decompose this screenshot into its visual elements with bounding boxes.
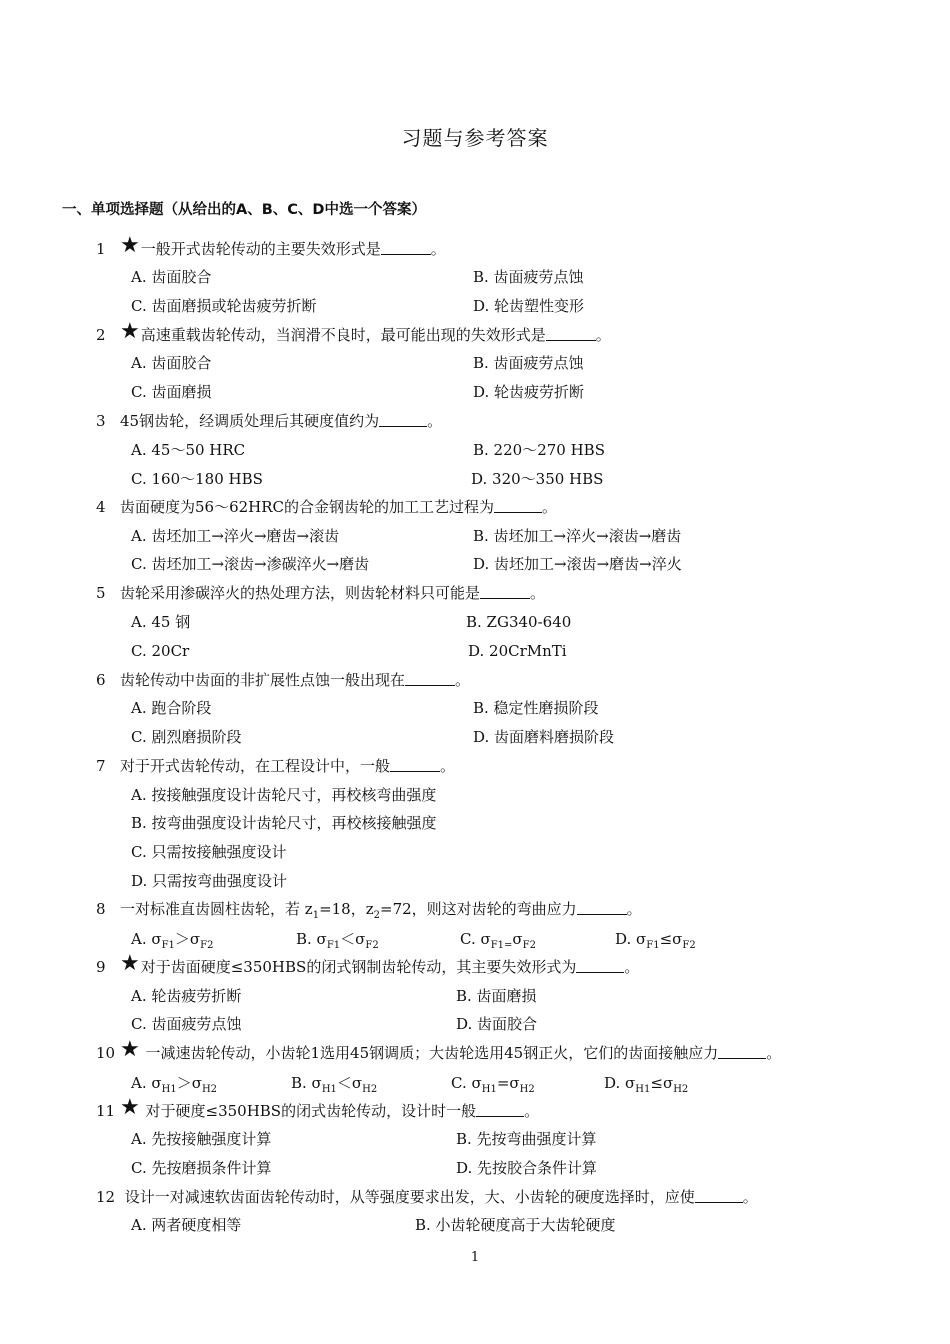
question-8: 8 一对标准直齿圆柱齿轮，若 $z_1=18$，$z_2=72$，则这对齿轮的弯曲应力 。 xyxy=(96,896,642,922)
question-4: 4 齿面硬度为56～62HRC的合金钢齿轮的加工工艺过程为 。 xyxy=(96,494,557,520)
option-b: B. ZG340-640 xyxy=(466,613,572,631)
question-number: 4 xyxy=(96,498,106,516)
option-a: A. 跑合阶段 xyxy=(131,699,212,717)
question-text: 齿轮传动中齿面的非扩展性点蚀一般出现在 xyxy=(120,671,406,689)
option-d: D. 齿面胶合 xyxy=(456,1015,538,1033)
question-number: 10 xyxy=(96,1044,116,1062)
option-b: B. 齿面磨损 xyxy=(456,987,537,1005)
answer-blank xyxy=(480,582,530,599)
option-a: A. 45～50 HRC xyxy=(131,441,246,459)
option-a: A. 按接触强度设计齿轮尺寸，再校核弯曲强度 xyxy=(131,786,437,804)
option-d: D. 320～350 HBS xyxy=(471,470,604,488)
option-b: B. 按弯曲强度设计齿轮尺寸，再校核接触强度 xyxy=(131,814,437,832)
answer-blank xyxy=(476,1100,524,1117)
option-a: A. 齿面胶合 xyxy=(131,354,212,372)
question-7: 7 对于开式齿轮传动，在工程设计中，一般 。 xyxy=(96,753,455,779)
option-a: A. 两者硬度相等 xyxy=(131,1216,242,1234)
option-c: C. 齿面磨损 xyxy=(131,383,212,401)
question-number: 12 xyxy=(96,1188,116,1206)
question-10: 10 ★ 一减速齿轮传动，小齿轮1选用45钢调质；大齿轮选用45钢正火，它们的齿面接触应力 。 xyxy=(96,1040,781,1066)
star-icon: ★ xyxy=(120,1095,140,1120)
option-b: B. 稳定性磨损阶段 xyxy=(473,699,599,717)
question-1: 1 ★一般开式齿轮传动的主要失效形式是 。 xyxy=(96,236,446,262)
question-number: 9 xyxy=(96,958,106,976)
answer-blank xyxy=(546,324,596,341)
question-12: 12 设计一对减速软齿面齿轮传动时，从等强度要求出发，大、小齿轮的硬度选择时，应使 。 xyxy=(96,1184,758,1210)
page-title: 习题与参考答案 xyxy=(401,126,549,150)
question-text: 一般开式齿轮传动的主要失效形式是 xyxy=(140,240,381,258)
question-number: 11 xyxy=(96,1102,116,1120)
section-heading: 一、单项选择题（从给出的A、B、C、D中选一个答案） xyxy=(62,202,426,218)
star-icon: ★ xyxy=(120,951,140,976)
option-a: A. 先按接触强度计算 xyxy=(131,1130,272,1148)
answer-blank xyxy=(695,1186,743,1203)
option-a: A. 轮齿疲劳折断 xyxy=(131,987,242,1005)
option-c: C. 剧烈磨损阶段 xyxy=(131,728,242,746)
star-icon: ★ xyxy=(120,233,140,258)
option-b: B. 小齿轮硬度高于大齿轮硬度 xyxy=(415,1216,616,1234)
answer-blank xyxy=(718,1042,766,1059)
question-number: 1 xyxy=(96,240,106,258)
star-icon: ★ xyxy=(120,1037,140,1062)
option-c: C. 20Cr xyxy=(131,642,190,660)
option-c: C. 齿面疲劳点蚀 xyxy=(131,1015,242,1033)
option-c: C. $\sigma_{H1}=\sigma_{H2}$ xyxy=(451,1074,535,1095)
question-text: 齿轮采用渗碳淬火的热处理方法，则齿轮材料只可能是 xyxy=(120,584,481,602)
answer-blank xyxy=(379,410,427,427)
option-d: D. $\sigma_{H1}\le\sigma_{H2}$ xyxy=(604,1074,689,1095)
option-c: C. 只需按接触强度设计 xyxy=(131,843,287,861)
option-c: C. 160～180 HBS xyxy=(131,470,263,488)
question-number: 2 xyxy=(96,326,106,344)
question-2: 2 ★高速重载齿轮传动，当润滑不良时，最可能出现的失效形式是 。 xyxy=(96,322,611,348)
option-a: A. 45 钢 xyxy=(131,613,191,631)
question-11: 11 ★ 对于硬度≤350HBS的闭式齿轮传动，设计时一般 。 xyxy=(96,1098,539,1124)
question-text: 齿面硬度为56～62HRC的合金钢齿轮的加工工艺过程为 xyxy=(120,498,495,516)
option-c: C. $\sigma_{F1=}\sigma_{F2}$ xyxy=(460,930,536,951)
answer-blank xyxy=(405,669,455,686)
question-number: 5 xyxy=(96,584,106,602)
star-icon: ★ xyxy=(120,319,140,344)
option-b: B. 齿面疲劳点蚀 xyxy=(473,268,584,286)
question-text: 设计一对减速软齿面齿轮传动时，从等强度要求出发，大、小齿轮的硬度选择时，应使 xyxy=(120,1188,695,1206)
option-d: D. 轮齿疲劳折断 xyxy=(473,383,585,401)
question-5: 5 齿轮采用渗碳淬火的热处理方法，则齿轮材料只可能是 。 xyxy=(96,580,545,606)
option-b: B. 齿坯加工→淬火→滚齿→磨齿 xyxy=(473,527,682,545)
option-a: A. $\sigma_{F1}>\sigma_{F2}$ xyxy=(131,930,214,951)
question-text: 高速重载齿轮传动，当润滑不良时，最可能出现的失效形式是 xyxy=(140,326,546,344)
question-6: 6 齿轮传动中齿面的非扩展性点蚀一般出现在 。 xyxy=(96,667,470,693)
question-9: 9 ★对于齿面硬度≤350HBS的闭式钢制齿轮传动，其主要失效形式为 。 xyxy=(96,954,639,980)
answer-blank xyxy=(381,238,431,255)
page-number: 1 xyxy=(470,1250,480,1265)
question-text: 一减速齿轮传动，小齿轮1选用45钢调质；大齿轮选用45钢正火，它们的齿面接触应力 xyxy=(140,1044,719,1062)
option-a: A. 齿坯加工→淬火→磨齿→滚齿 xyxy=(131,527,340,545)
question-number: 8 xyxy=(96,900,106,918)
option-d: D. $\sigma_{F1}\le\sigma_{F2}$ xyxy=(615,930,696,951)
question-text: 对于开式齿轮传动，在工程设计中，一般 xyxy=(120,757,391,775)
option-a: A. $\sigma_{H1}>\sigma_{H2}$ xyxy=(131,1074,218,1095)
answer-blank xyxy=(577,898,627,915)
question-number: 3 xyxy=(96,412,106,430)
answer-blank xyxy=(390,755,440,772)
answer-blank xyxy=(576,956,624,973)
question-number: 7 xyxy=(96,757,106,775)
answer-blank xyxy=(494,496,542,513)
option-b: B. $\sigma_{F1}<\sigma_{F2}$ xyxy=(296,930,379,951)
question-number: 6 xyxy=(96,671,106,689)
option-b: B. 先按弯曲强度计算 xyxy=(456,1130,597,1148)
option-c: C. 齿面磨损或轮齿疲劳折断 xyxy=(131,297,317,315)
option-a: A. 齿面胶合 xyxy=(131,268,212,286)
question-text: 对于硬度≤350HBS的闭式齿轮传动，设计时一般 xyxy=(140,1102,477,1120)
option-d: D. 先按胶合条件计算 xyxy=(456,1159,598,1177)
option-b: B. $\sigma_{H1}<\sigma_{H2}$ xyxy=(291,1074,378,1095)
option-b: B. 220～270 HBS xyxy=(473,441,605,459)
option-d: D. 20CrMnTi xyxy=(468,642,567,660)
option-d: D. 齿坯加工→滚齿→磨齿→淬火 xyxy=(473,555,682,573)
option-d: D. 只需按弯曲强度设计 xyxy=(131,872,288,890)
option-c: C. 齿坯加工→滚齿→渗碳淬火→磨齿 xyxy=(131,555,370,573)
question-text: 对于齿面硬度≤350HBS的闭式钢制齿轮传动，其主要失效形式为 xyxy=(140,958,577,976)
question-text: 45钢齿轮，经调质处理后其硬度值约为 xyxy=(120,412,380,430)
option-d: D. 轮齿塑性变形 xyxy=(473,297,585,315)
option-d: D. 齿面磨料磨损阶段 xyxy=(473,728,615,746)
option-c: C. 先按磨损条件计算 xyxy=(131,1159,272,1177)
option-b: B. 齿面疲劳点蚀 xyxy=(473,354,584,372)
question-3: 3 45钢齿轮，经调质处理后其硬度值约为 。 xyxy=(96,408,442,434)
